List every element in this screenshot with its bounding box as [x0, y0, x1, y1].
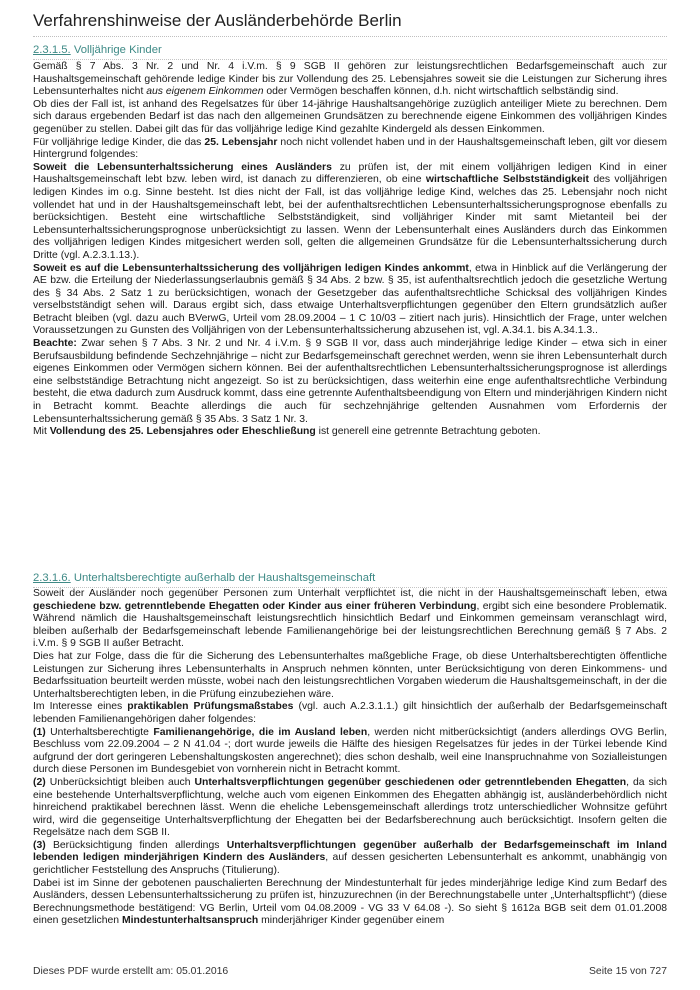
section-divider: [33, 59, 667, 60]
text-run: Für volljährige ledige Kinder, die das: [33, 136, 205, 148]
text-run: , ergibt sich eine besondere Problematik. Während nämlich die Haushaltsgemeinschaft leistungsrechtlich hinsichtlich Bedarf und Einkommen gemeinsam veranschlagt wird, bleiben außerhalb der Bedarfsgemeinschaft lebende Familienangehörige bei der leistungsrechtlichen Berechnung gemäß § 7 Abs. 2 i.V.m. § 9 SGB II außer Betracht.: [33, 600, 667, 650]
section-number-link[interactable]: 2.3.1.6.: [33, 572, 71, 584]
text-run: Dabei ist im Sinne der gebotenen pauschalierten Berechnung der Mindestunterhalt für jedes minderjährige ledige Kind zum Bedarf des Ausländers, dessen Lebensunterhaltssicherung zu prüfen ist, hinzuzurechnen (in der Berechnungstabelle unter „Unterhaltspflicht“) (diese Berechnungsmethode bestätigend: VG Berlin, Urteil vom 04.08.2009 - VG 33 V 64.08 -). So sieht § 1612a BGB seit dem 01.01.2008 einen gesetzlichen: [33, 877, 667, 927]
section-heading-2-3-1-6: [33, 571, 667, 588]
paragraph: [33, 162, 667, 263]
bold-run: (2): [33, 776, 46, 788]
bold-run: Familienangehörige, die im Ausland leben: [153, 726, 368, 738]
bold-run: Unterhaltsverpflichtungen gegenüber geschiedenen oder getrenntlebenden Ehegatten: [194, 776, 627, 788]
bold-run: (3): [33, 839, 46, 851]
section-body-2-3-1-6: [33, 588, 667, 928]
bold-run: Beachte:: [33, 338, 77, 350]
section-title: Volljährige Kinder: [73, 44, 162, 56]
footer-created-date: Dieses PDF wurde erstellt am: 05.01.2016: [33, 966, 229, 977]
paragraph: [33, 263, 667, 339]
text-run: (vgl. auch A.2.3.1.1.) gilt hinsichtlich der außerhalb der Bedarfsgemeinschaft lebenden Familienangehörigen daher folgendes:: [33, 701, 667, 725]
bold-run: (1): [33, 726, 46, 738]
footer-page-number: Seite 15 von 727: [589, 966, 667, 977]
text-run: oder Vermögen beschaffen können, d.h. nicht wirtschaftlich selbständig sind.: [263, 86, 619, 98]
paragraph: [33, 840, 667, 878]
section-title: Unterhaltsberechtigte außerhalb der Haushaltsgemeinschaft: [73, 572, 376, 584]
bold-run: Unterhaltsverpflichtungen gegenüber außerhalb der Bedarfsgemeinschaft im Inland lebenden ledigen minderjährigen Kindern des Ausländers: [33, 839, 667, 864]
paragraph: [33, 651, 667, 701]
text-run: Zwar sehen § 7 Abs. 3 Nr. 2 und Nr. 4 i.V.m. § 9 SGB II vor, dass auch minderjährige ledige Kinder – etwa sich in einer Berufsausbildung befindende Sechzehnjährige – nicht zur Bedarfsgemeinschaft gerechnet werden, wenn sie ihren Lebensunterhalt durch eigenes Einkommen oder Vermögen sichern können. Bei der aufenthaltsrechtlichen Lebensunterhaltssicherungsprognose ist allerdings eine selbstständige Betrachtung nicht angezeigt. So ist zu berücksichtigen, dass weiterhin eine enge aufenthaltsrechtliche Verbindung besteht, die etwa dadurch zum Ausdruck kommt, dass eine getrennte Aufenthaltsbeendigung von Eltern und minderjährigen Kindern nicht in Betracht kommt. Beachte allerdings die auch für sechzehnjährige geltenden Ausnahmen vom Erfordernis der Lebensunterhaltssicherung gemäß § 35 Abs. 3 Satz 1 Nr. 3.: [33, 338, 667, 425]
text-run: Dies hat zur Folge, dass die für die Sicherung des Lebensunterhaltes maßgebliche Frage, ob diese Unterhaltsberechtigten öffentliche Leistungen zur Sicherung ihres Lebensunterhalts in Anspruch nehmen könnten, unter Berücksichtigung von deren Einkommens- und Bedarfssituation beurteilt werden müsste, wobei nach den leistungsrechtlichen Vorgaben wiederum die Haushaltsgemeinschaft, in der die Unterhaltsberechtigten leben, in die Prüfung einzubeziehen wäre.: [33, 650, 667, 700]
text-run: ist generell eine getrennte Betrachtung geboten.: [315, 426, 541, 438]
bold-run: 25. Lebensjahr: [204, 136, 278, 148]
text-run: , werden nicht mitberücksichtigt (anders allerdings OVG Berlin, Beschluss vom 22.09.2004 – 2 N 41.04 -; dort wurde jeweils die Hälfte des hiesigen Regelsatzes für jedes in der Türkei lebende Kind aufgrund der dort geringeren Lebenshaltungskosten angerechnet); dies schon deshalb, weil eine Inanspruchnahme von Sozialleistungen durch diese Personen im Bundesgebiet von vornherein nicht in Betracht kommt.: [33, 726, 667, 776]
text-run: Ob dies der Fall ist, ist anhand des Regelsatzes für über 14-jährige Haushaltsangehörige zuzüglich anteiliger Miete zu berechnen. Dem sich daraus ergebenden Bedarf ist das nach den allgemeinen Grundsätzen zu berechnende eigene Einkommen des volljährigen Kindes gegenüber zu stellen. Dabei gilt das für das volljährige ledige Kind gezahlte Kindergeld als dessen Einkommen.: [33, 98, 667, 135]
paragraph: [33, 99, 667, 137]
paragraph: [33, 727, 667, 777]
text-run: Mit: [33, 426, 50, 438]
bold-run: Mindestunterhaltsanspruch: [121, 915, 259, 927]
bold-run: Soweit die Lebensunterhaltssicherung eines Ausländers: [33, 161, 332, 173]
paragraph: [33, 426, 667, 439]
text-run: Soweit der Ausländer noch gegenüber Personen zum Unterhalt verpflichtet ist, die nicht in der Haushaltsgemeinschaft leben, etwa: [33, 588, 667, 599]
bold-run: wirtschaftliche Selbstständigkeit: [425, 174, 590, 186]
title-divider: [33, 36, 667, 37]
bold-run: Soweit es auf die Lebensunterhaltssicherung des volljährigen ledigen Kindes ankommt: [33, 262, 469, 274]
paragraph: [33, 701, 667, 726]
text-run: , etwa in Hinblick auf die Verlängerung der AE bzw. die Erteilung der Niederlassungserlaubnis gemäß § 34 Abs. 2 bzw. § 35, ist aufenthaltsrechtlich jedoch die gesetzliche Wertung des § 34 Abs. 2 Satz 1 zu berücksichtigen, wonach der Gesetzgeber das aufenthaltsrechtliche Schicksal des volljährigen Kindes verselbstständigt sehen will. Daraus ergibt sich, dass etwaige Unterhaltsverpflichtungen gegenüber den Eltern grundsätzlich außer Betracht bleiben (vgl. dazu auch BVerwG, Urteil vom 28.09.2004 – 1 C 10/03 – zitiert nach juris). Hinsichtlich der Frage, unter welchen Voraussetzungen zu Gunsten des Volljährigen von der Lebensunterhaltssicherung abzusehen ist, vgl. A.34.1. bis A.34.1.3..: [33, 262, 667, 337]
paragraph: [33, 338, 667, 426]
text-run: , da sich eine bestehende Unterhaltsverpflichtung, welche auch vom eigenen Einkommen des Ehegatten abhängig ist, ausländerbehördlich nicht hinreichend praktikabel berechnen lässt. Wenn die eheliche Lebensgemeinschaft allerdings trotz unterschiedlicher Wohnsitze geführt wird, wird die gegenseitige Unterhaltsverpflichtung der Ehegatten bei der Bedarfsberechnung auch berücksichtigt. Insofern gelten die Regelsätze nach dem SGB II.: [33, 776, 667, 839]
section-heading-2-3-1-5: [33, 43, 667, 60]
bold-run: praktikablen Prüfungsmaßstabes: [127, 701, 294, 713]
text-run: Gemäß § 7 Abs. 3 Nr. 2 und Nr. 4 i.V.m. § 9 SGB II gehören zur leistungsrechtlichen Bedarfsgemeinschaft auch zur Haushaltsgemeinschaft gehörende ledige Kinder bis zur Vollendung des 25. Lebensjahres soweit sie die Leistungen zur Sicherung ihres Lebensunterhaltes nicht: [33, 61, 667, 98]
text-run: minderjähriger Kinder gegenüber einem: [258, 915, 445, 927]
text-run: zu prüfen ist, der mit einem volljährigen ledigen Kind in einer Haushaltsgemeinschaft lebt bzw. leben wird, ist danach zu differenzieren, ob eine: [33, 161, 667, 186]
paragraph: [33, 137, 667, 162]
section-number-link[interactable]: 2.3.1.5.: [33, 44, 71, 56]
text-run: Im Interesse eines: [33, 701, 128, 713]
paragraph: [33, 588, 667, 651]
text-run: des volljährigen ledigen Kindes im o.g. Sinne besteht. Ist dies nicht der Fall, ist das volljährige ledige Kind, welches das 25. Lebensjahr noch nicht vollendet hat und in der Haushaltsgemeinschaft lebt, bei der aufenthaltsrechtlichen Lebensunterhaltssicherungsprognose ebenfalls zu berücksichtigen. Besteht eine wirtschaftliche Selbstständigkeit, sind volljähriger Kinder mit samt Mietanteil bei der Lebensunterhaltssicherungsprognose unberücksichtigt zu lassen. Wenn der Lebensunterhalt eines Ausländers durch das Einkommen des volljährigen ledigen Kindes mitgesichert werden soll, gelten die allgemeinen Grundsätze für die Lebensunterhaltssicherung durch Dritte (vgl. A.2.3.1.13.).: [33, 174, 667, 261]
paragraph: [33, 777, 667, 840]
text-run: Berücksichtigung finden allerdings: [45, 839, 227, 851]
document-title: Verfahrenshinweise der Ausländerbehörde Berlin: [33, 11, 402, 30]
text-run: Unberücksichtigt bleiben auch: [45, 776, 195, 788]
italic-run: aus eigenem Einkommen: [146, 86, 264, 98]
text-run: , auf dessen gesicherten Lebensunterhalt es ankommt, unabhängig von gerichtlicher Feststellung des Anspruchs (Titulierung).: [33, 852, 668, 877]
bold-run: Vollendung des 25. Lebensjahres oder Eheschließung: [49, 426, 316, 438]
paragraph: [33, 878, 667, 928]
page-header: [33, 10, 667, 37]
text-run: Unterhaltsberechtigte: [45, 726, 154, 738]
paragraph: [33, 61, 667, 99]
section-body-2-3-1-5: [33, 61, 667, 439]
text-run: noch nicht vollendet haben und in der Haushaltsgemeinschaft leben, gilt vor diesem Hintergrund folgendes:: [33, 136, 667, 161]
bold-run: geschiedene bzw. getrenntlebende Ehegatten oder Kinder aus einer früheren Verbindung: [33, 600, 477, 612]
